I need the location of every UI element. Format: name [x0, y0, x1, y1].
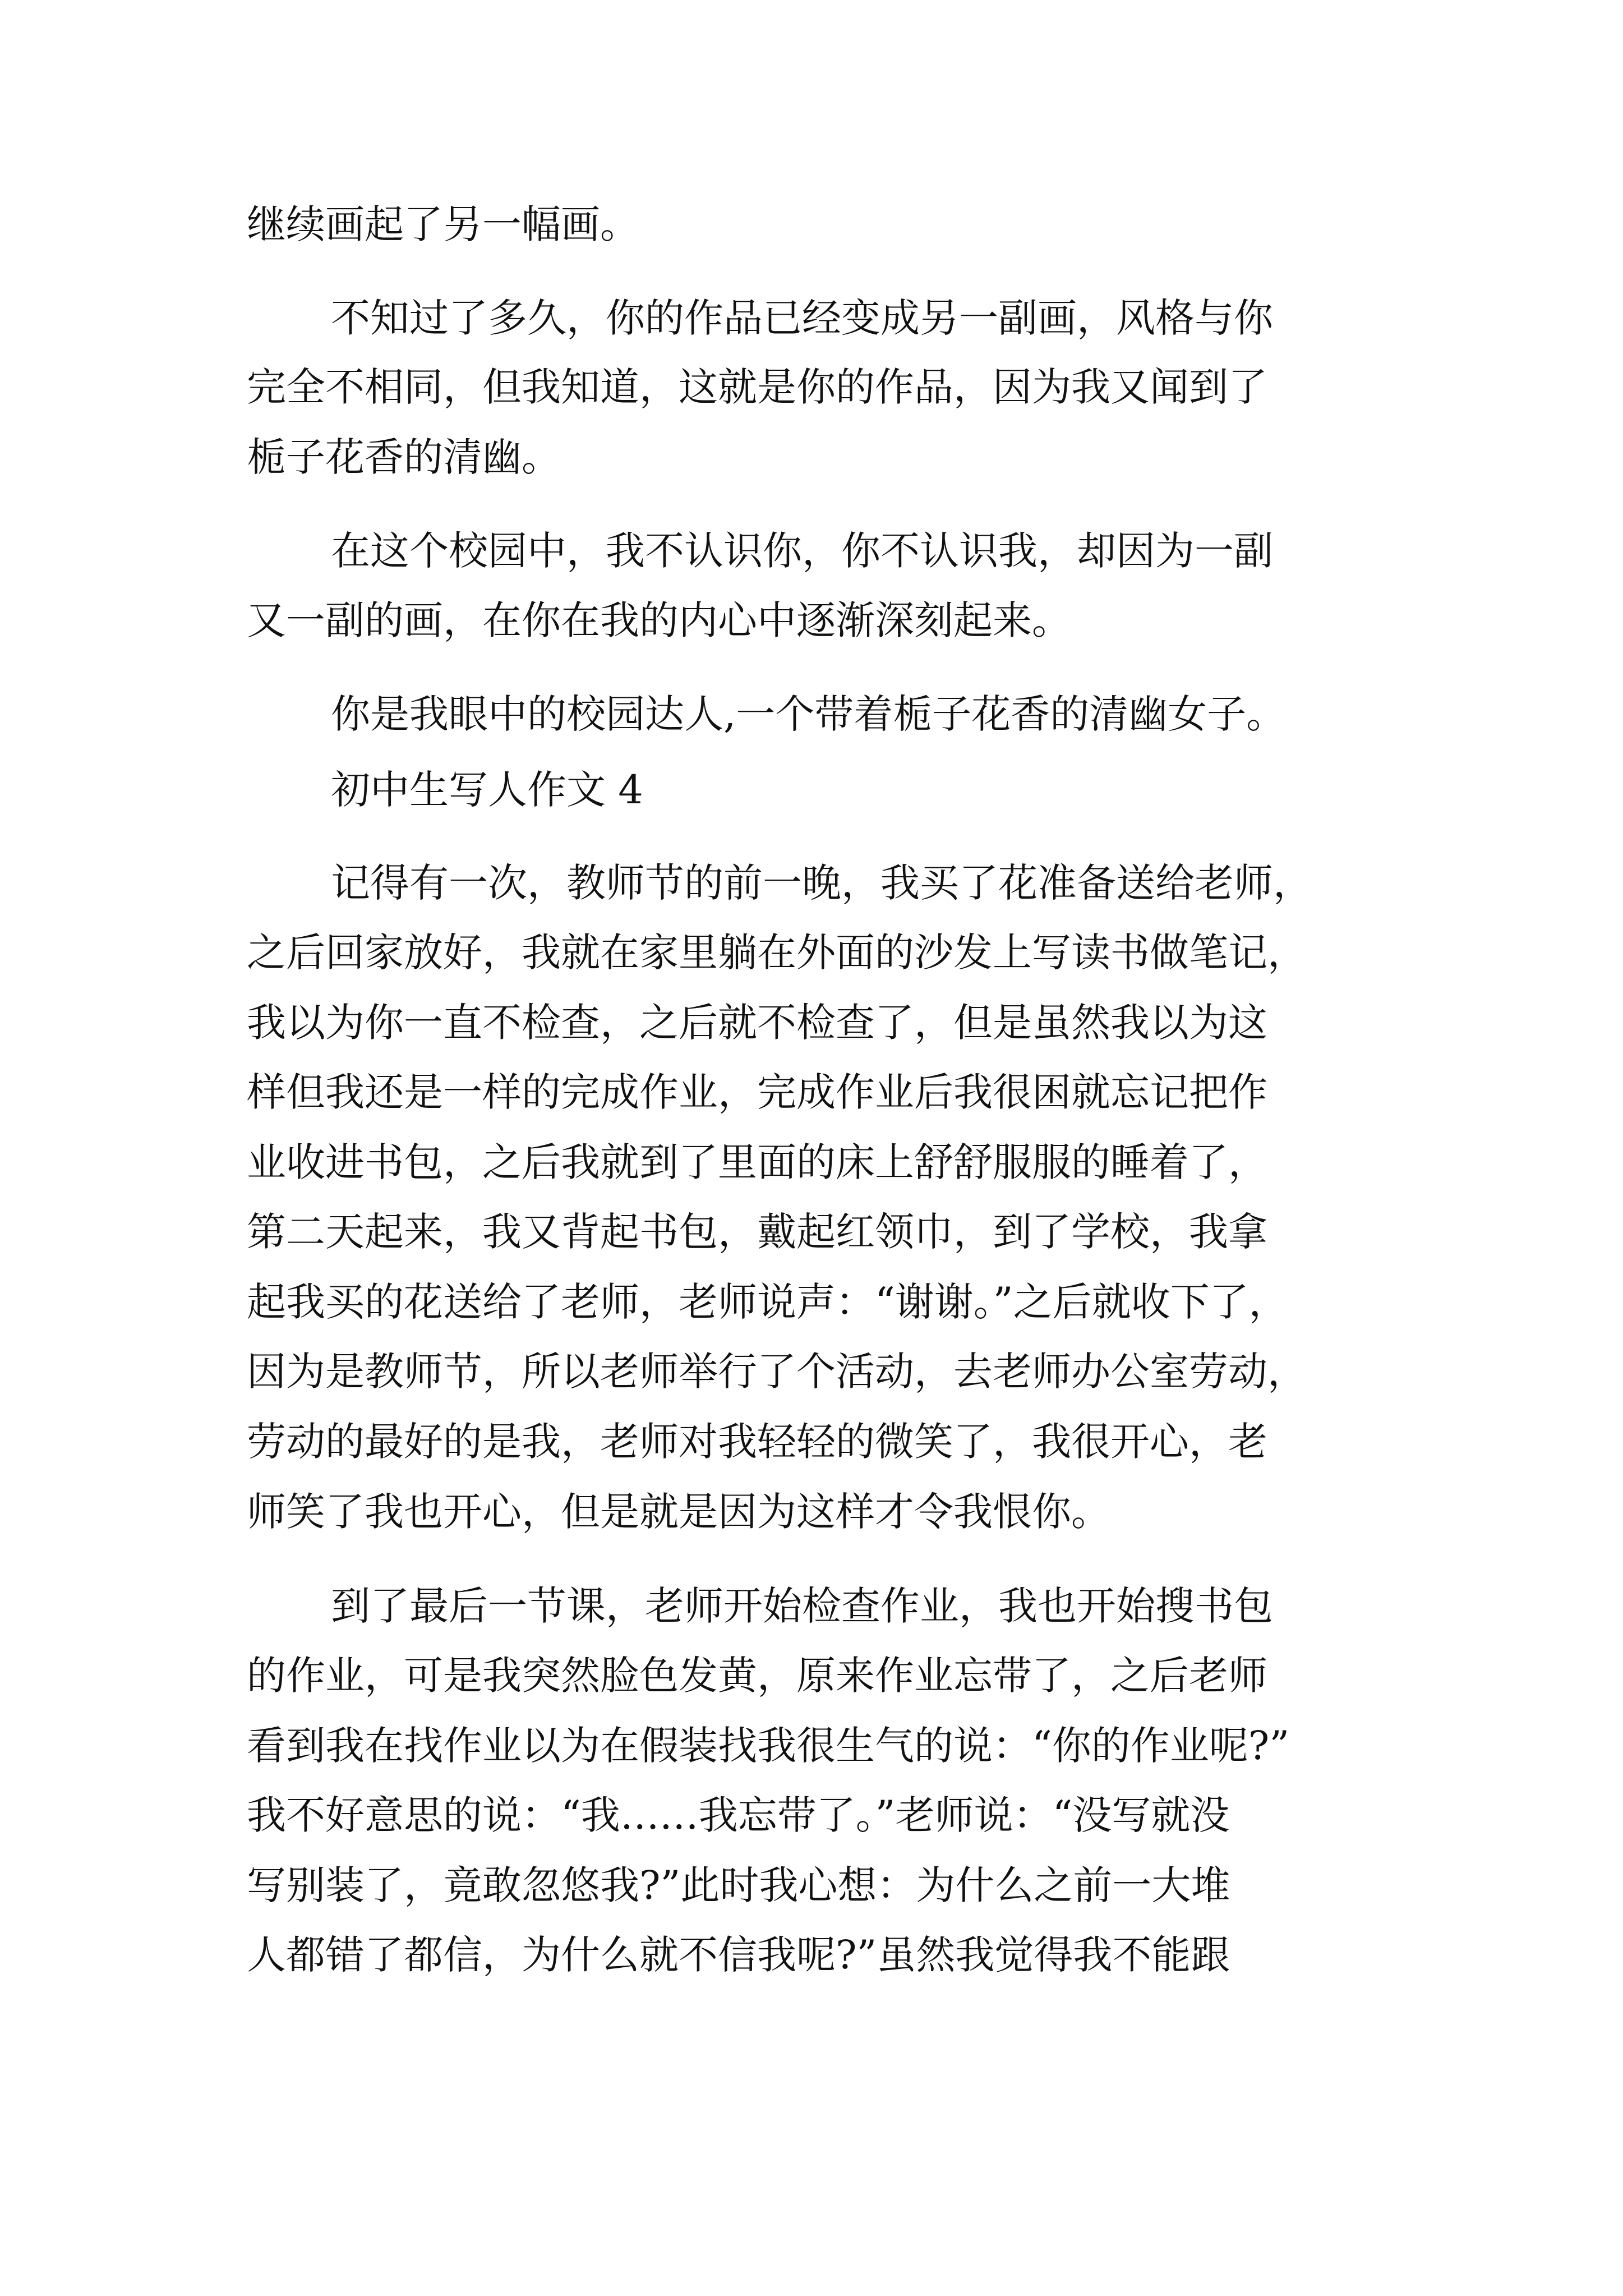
text-line: 在这个校园中，我不认识你，你不认识我，却因为一副: [331, 528, 1273, 574]
text-line: 记得有一次，教师节的前一晚，我买了花准备送给老师，: [331, 860, 1312, 906]
text-line: 到了最后一节课，老师开始检查作业，我也开始搜书包: [331, 1583, 1273, 1629]
text-line: 样但我还是一样的完成作业，完成作业后我很困就忘记把作: [247, 1069, 1267, 1115]
text-line: 劳动的最好的是我，老师对我轻轻的微笑了，我很开心，老: [247, 1419, 1267, 1465]
text-line: 我不好意思的说：“我……我忘带了。”老师说：“没写就没: [247, 1792, 1230, 1838]
text-line: 业收进书包，之后我就到了里面的床上舒舒服服的睡着了，: [247, 1139, 1267, 1185]
text-line: 写别装了，竟敢忽悠我?”此时我心想：为什么之前一大堆: [247, 1862, 1230, 1908]
text-line: 之后回家放好，我就在家里躺在外面的沙发上写读书做笔记，: [247, 930, 1307, 976]
text-line: 看到我在找作业以为在假装找我很生气的说：“你的作业呢?”: [247, 1723, 1290, 1769]
text-line: 你是我眼中的校园达人,一个带着栀子花香的清幽女子。: [331, 691, 1286, 737]
text-line: 因为是教师节，所以老师举行了个活动，去老师办公室劳动，: [247, 1349, 1307, 1395]
text-line: 不知过了多久，你的作品已经变成另一副画，风格与你: [331, 295, 1273, 341]
text-line: 第二天起来，我又背起书包，戴起红领巾，到了学校，我拿: [247, 1209, 1267, 1255]
text-line: 人都错了都信，为什么就不信我呢?”虽然我觉得我不能跟: [247, 1932, 1230, 1978]
text-line: 师笑了我也开心，但是就是因为这样才令我恨你。: [247, 1489, 1110, 1535]
text-line: 完全不相同，但我知道，这就是你的作品，因为我又闻到了: [247, 364, 1267, 410]
text-line: 又一副的画，在你在我的内心中逐渐深刻起来。: [247, 597, 1071, 643]
text-line: 我以为你一直不检查，之后就不检查了，但是虽然我以为这: [247, 1000, 1267, 1046]
text-line: 继续画起了另一幅画。: [247, 201, 639, 247]
text-line: 起我买的花送给了老师，老师说声：“谢谢。”之后就收下了，: [247, 1279, 1288, 1325]
text-line: 的作业，可是我突然脸色发黄，原来作业忘带了，之后老师: [247, 1653, 1267, 1699]
section-heading: 初中生写人作文 4: [331, 767, 643, 813]
text-line: 栀子花香的清幽。: [247, 434, 561, 480]
